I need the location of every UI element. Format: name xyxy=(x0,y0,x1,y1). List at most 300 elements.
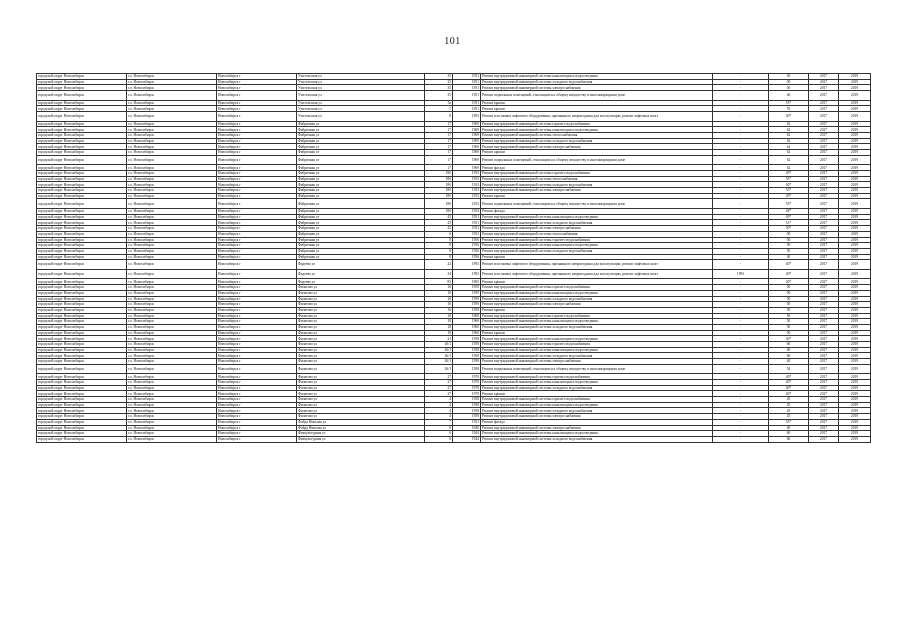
cell-period-start: 2017 xyxy=(809,313,839,319)
cell-street: Филатова ул xyxy=(297,397,425,403)
cell-period-start: 2017 xyxy=(809,171,839,177)
cell-period-start: 2017 xyxy=(809,402,839,408)
cell-street: Фабричная ул xyxy=(297,127,425,133)
cell-period-start: 2017 xyxy=(809,138,839,144)
cell-district: г.о. Новосибирск xyxy=(127,209,217,215)
cell-work-type: Ремонт внутридомовой инженерной системы электроснабжения xyxy=(481,188,713,194)
cell-district: г.о. Новосибирск xyxy=(127,342,217,348)
cell-wear-percent: 55* xyxy=(769,199,809,209)
cell-street: Филатова ул xyxy=(297,319,425,325)
cell-year-built: 1970 xyxy=(453,380,481,386)
cell-street: Фабричная ул xyxy=(297,226,425,232)
cell-wear-percent: 40* xyxy=(769,260,809,270)
cell-year-built: 1958 xyxy=(453,342,481,348)
cell-previous-repair-year: - xyxy=(713,209,769,215)
cell-locality: Новосибирск г xyxy=(217,220,297,226)
cell-house: 4 xyxy=(425,414,453,420)
cell-year-built: 1970 xyxy=(453,385,481,391)
cell-period-end: 2019 xyxy=(839,237,871,243)
cell-municipality: городской округ Новосибирск xyxy=(37,193,127,199)
cell-previous-repair-year: - xyxy=(713,342,769,348)
cell-locality: Новосибирск г xyxy=(217,353,297,359)
cell-municipality: городской округ Новосибирск xyxy=(37,319,127,325)
cell-wear-percent: 45 xyxy=(769,408,809,414)
cell-street: Фабричная ул xyxy=(297,188,425,194)
cell-year-built: 1933 xyxy=(453,199,481,209)
cell-street: Филатова ул xyxy=(297,408,425,414)
cell-wear-percent: 40 xyxy=(769,359,809,365)
cell-work-type: Ремонт крыши xyxy=(481,193,713,199)
cell-year-built: 1956 xyxy=(453,237,481,243)
cell-street: Фабричная ул xyxy=(297,176,425,182)
cell-wear-percent: 45 xyxy=(769,397,809,403)
cell-street: Фабричная ул xyxy=(297,220,425,226)
cell-house: 4 xyxy=(425,408,453,414)
cell-house: 17 xyxy=(425,133,453,139)
cell-period-end: 2019 xyxy=(839,171,871,177)
cell-house: 26/1 xyxy=(425,342,453,348)
cell-previous-repair-year: - xyxy=(713,408,769,414)
cell-locality: Новосибирск г xyxy=(217,307,297,313)
cell-district: г.о. Новосибирск xyxy=(127,199,217,209)
cell-district: г.о. Новосибирск xyxy=(127,319,217,325)
cell-period-start: 2017 xyxy=(809,364,839,374)
cell-house: 18 xyxy=(425,324,453,330)
cell-wear-percent: 40 xyxy=(769,425,809,431)
cell-period-start: 2017 xyxy=(809,269,839,279)
cell-municipality: городской округ Новосибирск xyxy=(37,188,127,194)
cell-locality: Новосибирск г xyxy=(217,374,297,380)
cell-period-end: 2019 xyxy=(839,269,871,279)
cell-wear-percent: 40* xyxy=(769,269,809,279)
cell-previous-repair-year: - xyxy=(713,364,769,374)
cell-previous-repair-year: - xyxy=(713,330,769,336)
cell-house: 7 xyxy=(425,106,453,112)
cell-house: 17 xyxy=(425,121,453,127)
cell-previous-repair-year: - xyxy=(713,425,769,431)
cell-period-start: 2017 xyxy=(809,188,839,194)
table-row xyxy=(37,91,871,101)
cell-previous-repair-year: - xyxy=(713,138,769,144)
cell-locality: Новосибирск г xyxy=(217,209,297,215)
cell-district: г.о. Новосибирск xyxy=(127,214,217,220)
cell-house: 83 xyxy=(425,279,453,285)
cell-period-end: 2019 xyxy=(839,436,871,442)
cell-street: Фабричная ул xyxy=(297,165,425,171)
cell-street: Физкультурная ул xyxy=(297,431,425,437)
cell-wear-percent: 55* xyxy=(769,419,809,425)
cell-year-built: 1933 xyxy=(453,176,481,182)
cell-year-built: 1944 xyxy=(453,431,481,437)
cell-house: 18 xyxy=(425,319,453,325)
cell-previous-repair-year: - xyxy=(713,254,769,260)
cell-year-built: 1953 xyxy=(453,231,481,237)
cell-district: г.о. Новосибирск xyxy=(127,155,217,165)
cell-house: 26/1 xyxy=(425,347,453,353)
cell-district: г.о. Новосибирск xyxy=(127,313,217,319)
cell-street: Филатова ул xyxy=(297,296,425,302)
cell-locality: Новосибирск г xyxy=(217,85,297,91)
cell-period-start: 2017 xyxy=(809,248,839,254)
cell-work-type: Ремонт внутридомовой инженерной системы канализации и водоотведения xyxy=(481,243,713,249)
cell-locality: Новосибирск г xyxy=(217,336,297,342)
cell-work-type: Ремонт внутридомовой инженерной системы холодного водоснабжения xyxy=(481,220,713,226)
cell-locality: Новосибирск г xyxy=(217,391,297,397)
cell-house: 45 xyxy=(425,214,453,220)
cell-locality: Новосибирск г xyxy=(217,419,297,425)
cell-previous-repair-year: - xyxy=(713,144,769,150)
cell-district: г.о. Новосибирск xyxy=(127,176,217,182)
cell-district: г.о. Новосибирск xyxy=(127,171,217,177)
cell-work-type: Ремонт внутридомовой инженерной системы канализации и водоотведения xyxy=(481,431,713,437)
cell-district: г.о. Новосибирск xyxy=(127,364,217,374)
cell-period-start: 2017 xyxy=(809,79,839,85)
cell-street: Учительская ул xyxy=(297,91,425,101)
cell-previous-repair-year: - xyxy=(713,397,769,403)
cell-locality: Новосибирск г xyxy=(217,150,297,156)
cell-district: г.о. Новосибирск xyxy=(127,307,217,313)
cell-work-type: Ремонт внутридомовой инженерной системы холодного водоснабжения xyxy=(481,436,713,442)
cell-previous-repair-year: - xyxy=(713,106,769,112)
cell-street: Филатова ул xyxy=(297,302,425,308)
cell-district: г.о. Новосибирск xyxy=(127,330,217,336)
cell-house: 22 xyxy=(425,260,453,270)
cell-work-type: Ремонт крыши xyxy=(481,150,713,156)
cell-year-built: 1951 xyxy=(453,91,481,101)
cell-period-start: 2017 xyxy=(809,342,839,348)
cell-house: 18б xyxy=(425,193,453,199)
cell-district: г.о. Новосибирск xyxy=(127,112,217,122)
cell-previous-repair-year: - xyxy=(713,74,769,80)
cell-period-start: 2017 xyxy=(809,324,839,330)
cell-previous-repair-year: - xyxy=(713,353,769,359)
cell-street: Филатова ул xyxy=(297,353,425,359)
cell-municipality: городской округ Новосибирск xyxy=(37,85,127,91)
cell-municipality: городской округ Новосибирск xyxy=(37,248,127,254)
cell-period-start: 2017 xyxy=(809,133,839,139)
cell-street: Учительская ул xyxy=(297,100,425,106)
cell-house: 8 xyxy=(425,112,453,122)
cell-period-start: 2017 xyxy=(809,319,839,325)
cell-district: г.о. Новосибирск xyxy=(127,231,217,237)
cell-previous-repair-year: - xyxy=(713,419,769,425)
cell-year-built: 1969 xyxy=(453,155,481,165)
cell-street: Фабричная ул xyxy=(297,182,425,188)
cell-wear-percent: 54 xyxy=(769,364,809,374)
cell-street: Филатова ул xyxy=(297,307,425,313)
cell-street: Учительская ул xyxy=(297,74,425,80)
cell-house: 6 xyxy=(425,436,453,442)
cell-house: 18б xyxy=(425,176,453,182)
cell-municipality: городской округ Новосибирск xyxy=(37,364,127,374)
cell-street: Филатова ул xyxy=(297,313,425,319)
cell-period-start: 2017 xyxy=(809,347,839,353)
cell-house: 27 xyxy=(425,380,453,386)
cell-street: Фабричная ул xyxy=(297,231,425,237)
cell-year-built: 1969 xyxy=(453,133,481,139)
cell-municipality: городской округ Новосибирск xyxy=(37,397,127,403)
table-row xyxy=(37,199,871,209)
cell-work-type: Ремонт внутридомовой инженерной системы электроснабжения xyxy=(481,226,713,232)
cell-previous-repair-year: - xyxy=(713,121,769,127)
cell-period-start: 2017 xyxy=(809,336,839,342)
cell-locality: Новосибирск г xyxy=(217,231,297,237)
cell-period-start: 2017 xyxy=(809,296,839,302)
cell-wear-percent: 62 xyxy=(769,133,809,139)
cell-locality: Новосибирск г xyxy=(217,155,297,165)
cell-previous-repair-year: - xyxy=(713,220,769,226)
cell-previous-repair-year: - xyxy=(713,91,769,101)
cell-wear-percent: 51* xyxy=(769,220,809,226)
cell-year-built: 1992 xyxy=(453,269,481,279)
cell-work-type: Ремонт крыши xyxy=(481,330,713,336)
cell-district: г.о. Новосибирск xyxy=(127,260,217,270)
cell-previous-repair-year: - xyxy=(713,214,769,220)
cell-wear-percent: 55* xyxy=(769,188,809,194)
cell-wear-percent: 50 xyxy=(769,330,809,336)
cell-previous-repair-year: - xyxy=(713,285,769,291)
cell-period-end: 2019 xyxy=(839,431,871,437)
cell-period-end: 2019 xyxy=(839,112,871,122)
cell-work-type: Ремонт подвальных помещений, относящихся к общему имуществу в многоквартирном доме xyxy=(481,364,713,374)
cell-period-end: 2019 xyxy=(839,85,871,91)
cell-locality: Новосибирск г xyxy=(217,296,297,302)
cell-period-end: 2019 xyxy=(839,307,871,313)
cell-district: г.о. Новосибирск xyxy=(127,150,217,156)
cell-street: Филатова ул xyxy=(297,391,425,397)
cell-locality: Новосибирск г xyxy=(217,237,297,243)
cell-period-end: 2019 xyxy=(839,336,871,342)
cell-wear-percent: 50 xyxy=(769,85,809,91)
cell-locality: Новосибирск г xyxy=(217,431,297,437)
cell-wear-percent: 60 xyxy=(769,431,809,437)
cell-wear-percent: 60 xyxy=(769,342,809,348)
cell-period-end: 2019 xyxy=(839,380,871,386)
cell-wear-percent: 62 xyxy=(769,121,809,127)
cell-locality: Новосибирск г xyxy=(217,176,297,182)
cell-period-end: 2019 xyxy=(839,144,871,150)
cell-house: 18б xyxy=(425,199,453,209)
cell-period-start: 2017 xyxy=(809,391,839,397)
cell-year-built: 1958 xyxy=(453,347,481,353)
cell-year-built: 1956 xyxy=(453,248,481,254)
cell-year-built: 1951 xyxy=(453,79,481,85)
cell-house: 17 xyxy=(425,150,453,156)
cell-municipality: городской округ Новосибирск xyxy=(37,307,127,313)
cell-district: г.о. Новосибирск xyxy=(127,220,217,226)
cell-period-start: 2017 xyxy=(809,209,839,215)
cell-previous-repair-year: - xyxy=(713,414,769,420)
cell-year-built: 1958 xyxy=(453,364,481,374)
cell-work-type: Ремонт крыши xyxy=(481,279,713,285)
cell-municipality: городской округ Новосибирск xyxy=(37,374,127,380)
cell-municipality: городской округ Новосибирск xyxy=(37,100,127,106)
cell-house: 18б xyxy=(425,171,453,177)
cell-locality: Новосибирск г xyxy=(217,359,297,365)
cell-house: 17 xyxy=(425,155,453,165)
cell-period-start: 2017 xyxy=(809,285,839,291)
cell-year-built: 1969 xyxy=(453,144,481,150)
cell-street: Фабричная ул xyxy=(297,248,425,254)
cell-street: Филатова ул xyxy=(297,359,425,365)
cell-period-end: 2019 xyxy=(839,414,871,420)
cell-work-type: Ремонт внутридомовой инженерной системы электроснабжения xyxy=(481,144,713,150)
cell-period-end: 2019 xyxy=(839,100,871,106)
cell-locality: Новосибирск г xyxy=(217,226,297,232)
cell-street: Учительская ул xyxy=(297,79,425,85)
cell-year-built: 1951 xyxy=(453,214,481,220)
cell-previous-repair-year: 1993 xyxy=(713,269,769,279)
cell-work-type: Ремонт крыши xyxy=(481,106,713,112)
cell-house: 35 xyxy=(425,85,453,91)
cell-house: 17 xyxy=(425,144,453,150)
cell-district: г.о. Новосибирск xyxy=(127,248,217,254)
cell-year-built: 1933 xyxy=(453,209,481,215)
cell-previous-repair-year: - xyxy=(713,226,769,232)
cell-wear-percent: 60 xyxy=(769,436,809,442)
cell-municipality: городской округ Новосибирск xyxy=(37,296,127,302)
cell-period-end: 2019 xyxy=(839,155,871,165)
cell-locality: Новосибирск г xyxy=(217,112,297,122)
cell-district: г.о. Новосибирск xyxy=(127,121,217,127)
cell-work-type: Ремонт внутридомовой инженерной системы холодного водоснабжения xyxy=(481,79,713,85)
cell-district: г.о. Новосибирск xyxy=(127,279,217,285)
cell-district: г.о. Новосибирск xyxy=(127,127,217,133)
cell-locality: Новосибирск г xyxy=(217,144,297,150)
cell-street: Фабричная ул xyxy=(297,138,425,144)
cell-wear-percent: 50 xyxy=(769,237,809,243)
cell-work-type: Ремонт внутридомовой инженерной системы теплоснабжения xyxy=(481,231,713,237)
cell-locality: Новосибирск г xyxy=(217,408,297,414)
cell-house: 4 xyxy=(425,397,453,403)
cell-house: 8 xyxy=(425,243,453,249)
cell-year-built: 1951 xyxy=(453,100,481,106)
cell-period-start: 2017 xyxy=(809,176,839,182)
cell-work-type: Ремонт или замена лифтового оборудования, признанного непригодным для эксплуатации, ремонт лифтовых шахт xyxy=(481,112,713,122)
cell-period-end: 2019 xyxy=(839,285,871,291)
cell-locality: Новосибирск г xyxy=(217,214,297,220)
cell-wear-percent: 50 xyxy=(769,248,809,254)
cell-district: г.о. Новосибирск xyxy=(127,290,217,296)
cell-work-type: Ремонт внутридомовой инженерной системы канализации и водоотведения xyxy=(481,290,713,296)
cell-street: Учительская ул xyxy=(297,85,425,91)
cell-street: Филатова ул xyxy=(297,342,425,348)
cell-period-start: 2017 xyxy=(809,199,839,209)
table-row xyxy=(37,364,871,374)
cell-period-start: 2017 xyxy=(809,431,839,437)
cell-period-end: 2019 xyxy=(839,402,871,408)
cell-house: 45 xyxy=(425,226,453,232)
cell-wear-percent: 45 xyxy=(769,402,809,408)
cell-wear-percent: 50 xyxy=(769,74,809,80)
cell-house: 16 xyxy=(425,302,453,308)
cell-district: г.о. Новосибирск xyxy=(127,100,217,106)
cell-municipality: городской округ Новосибирск xyxy=(37,419,127,425)
cell-period-end: 2019 xyxy=(839,91,871,101)
cell-municipality: городской округ Новосибирск xyxy=(37,391,127,397)
cell-previous-repair-year: - xyxy=(713,374,769,380)
cell-work-type: Ремонт крыши xyxy=(481,254,713,260)
cell-period-start: 2017 xyxy=(809,226,839,232)
cell-period-start: 2017 xyxy=(809,74,839,80)
cell-period-end: 2019 xyxy=(839,248,871,254)
cell-house: 35 xyxy=(425,91,453,101)
cell-municipality: городской округ Новосибирск xyxy=(37,254,127,260)
cell-previous-repair-year: - xyxy=(713,279,769,285)
cell-street: Филатова ул xyxy=(297,324,425,330)
cell-house: 6 xyxy=(425,231,453,237)
cell-year-built: 1940 xyxy=(453,425,481,431)
cell-house: 45 xyxy=(425,220,453,226)
cell-locality: Новосибирск г xyxy=(217,182,297,188)
cell-house: 17 xyxy=(425,138,453,144)
cell-period-end: 2019 xyxy=(839,330,871,336)
cell-street: Фабричная ул xyxy=(297,171,425,177)
cell-district: г.о. Новосибирск xyxy=(127,79,217,85)
cell-previous-repair-year: - xyxy=(713,347,769,353)
cell-district: г.о. Новосибирск xyxy=(127,285,217,291)
cell-work-type: Ремонт внутридомовой инженерной системы канализации и водоотведения xyxy=(481,402,713,408)
page-number: 101 xyxy=(444,36,461,47)
cell-wear-percent: 62 xyxy=(769,165,809,171)
cell-locality: Новосибирск г xyxy=(217,330,297,336)
cell-locality: Новосибирск г xyxy=(217,100,297,106)
cell-previous-repair-year: - xyxy=(713,243,769,249)
cell-district: г.о. Новосибирск xyxy=(127,336,217,342)
cell-previous-repair-year: - xyxy=(713,380,769,386)
cell-municipality: городской округ Новосибирск xyxy=(37,330,127,336)
cell-previous-repair-year: - xyxy=(713,188,769,194)
cell-locality: Новосибирск г xyxy=(217,436,297,442)
cell-house: 21 xyxy=(425,336,453,342)
cell-locality: Новосибирск г xyxy=(217,127,297,133)
cell-municipality: городской округ Новосибирск xyxy=(37,385,127,391)
cell-period-start: 2017 xyxy=(809,353,839,359)
cell-locality: Новосибирск г xyxy=(217,402,297,408)
cell-previous-repair-year: - xyxy=(713,193,769,199)
cell-wear-percent: 60 xyxy=(769,347,809,353)
cell-municipality: городской округ Новосибирск xyxy=(37,285,127,291)
cell-house: 35 xyxy=(425,74,453,80)
cell-district: г.о. Новосибирск xyxy=(127,402,217,408)
cell-street: Фабричная ул xyxy=(297,133,425,139)
cell-previous-repair-year: - xyxy=(713,85,769,91)
cell-wear-percent: 40* xyxy=(769,380,809,386)
cell-municipality: городской округ Новосибирск xyxy=(37,74,127,80)
cell-work-type: Ремонт или замена лифтового оборудования, признанного непригодным для эксплуатации, ремонт лифтовых шахт xyxy=(481,260,713,270)
cell-period-start: 2017 xyxy=(809,307,839,313)
cell-period-end: 2019 xyxy=(839,391,871,397)
cell-locality: Новосибирск г xyxy=(217,254,297,260)
cell-wear-percent: 48* xyxy=(769,209,809,215)
cell-municipality: городской округ Новосибирск xyxy=(37,144,127,150)
cell-wear-percent: 49* xyxy=(769,214,809,220)
cell-municipality: городской округ Новосибирск xyxy=(37,176,127,182)
cell-district: г.о. Новосибирск xyxy=(127,359,217,365)
cell-year-built: 1951 xyxy=(453,220,481,226)
cell-year-built: 1933 xyxy=(453,182,481,188)
cell-locality: Новосибирск г xyxy=(217,285,297,291)
cell-work-type: Ремонт внутридомовой инженерной системы теплоснабжения xyxy=(481,133,713,139)
cell-work-type: Ремонт крыши xyxy=(481,391,713,397)
cell-previous-repair-year: - xyxy=(713,359,769,365)
cell-house: 16 xyxy=(425,307,453,313)
cell-wear-percent: 50 xyxy=(769,243,809,249)
cell-wear-percent: 55 xyxy=(769,106,809,112)
cell-street: Учительская ул xyxy=(297,112,425,122)
cell-period-end: 2019 xyxy=(839,260,871,270)
cell-work-type: Ремонт внутридомовой инженерной системы электроснабжения xyxy=(481,425,713,431)
